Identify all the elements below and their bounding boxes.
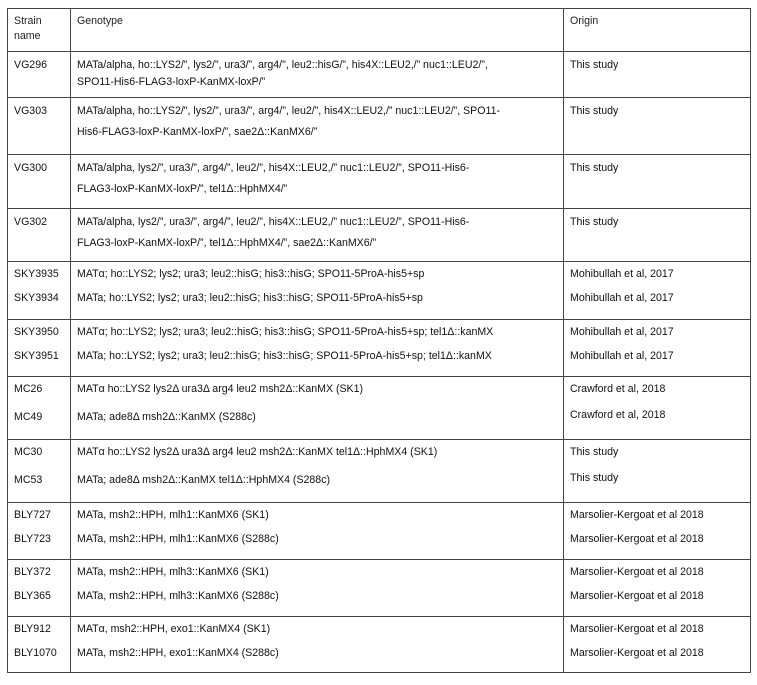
origin-cell: This study bbox=[564, 98, 751, 155]
genotype-cell: MATa/alpha, lys2/”, ura3/”, arg4/”, leu2/”, his4X::LEU2,/” nuc1::LEU2/”, SPO11-His6- FLAG3-loxP-KanMX-loxP/”, tel1Δ::HphMX4/” bbox=[71, 155, 564, 209]
origin-cell: Marsolier-Kergoat et al 2018 Marsolier-Kergoat et al 2018 bbox=[564, 617, 751, 673]
table-row bbox=[8, 209, 751, 262]
table-row bbox=[8, 155, 751, 209]
strain-cell: MC26 MC49 bbox=[8, 377, 71, 440]
genotype-cell: MATa, msh2::HPH, mlh1::KanMX6 (SK1) MATa, msh2::HPH, mlh1::KanMX6 (S288c) bbox=[71, 503, 564, 560]
header-row bbox=[8, 9, 751, 52]
table-row bbox=[8, 320, 751, 377]
genotype-cell: MATα, msh2::HPH, exo1::KanMX4 (SK1) MATa, msh2::HPH, exo1::KanMX4 (S288c) bbox=[71, 617, 564, 673]
origin-cell: Marsolier-Kergoat et al 2018 Marsolier-Kergoat et al 2018 bbox=[564, 560, 751, 617]
genotype-cell: MATα; ho::LYS2; lys2; ura3; leu2::hisG; his3::hisG; SPO11-5ProA-his5+sp MATa; ho::LYS2; lys2; ura3; leu2::hisG; his3::hisG; SPO11-5ProA-his5+sp bbox=[71, 262, 564, 320]
genotype-cell: MATa/alpha, lys2/”, ura3/”, arg4/”, leu2/”, his4X::LEU2,/” nuc1::LEU2/”, SPO11-His6- FLAG3-loxP-KanMX-loxP/”, tel1Δ::HphMX4/”, sae2Δ::KanMX6/” bbox=[71, 209, 564, 262]
strain-table bbox=[7, 8, 751, 673]
strain-cell: BLY727 BLY723 bbox=[8, 503, 71, 560]
strain-cell: VG303 bbox=[8, 98, 71, 155]
origin-cell: Mohibullah et al, 2017 Mohibullah et al, 2017 bbox=[564, 320, 751, 377]
genotype-cell: MATα ho::LYS2 lys2Δ ura3Δ arg4 leu2 msh2Δ::KanMX (SK1) MATa; ade8Δ msh2Δ::KanMX (S288c) bbox=[71, 377, 564, 440]
table-row bbox=[8, 262, 751, 320]
table-row bbox=[8, 98, 751, 155]
origin-cell: Mohibullah et al, 2017 Mohibullah et al, 2017 bbox=[564, 262, 751, 320]
origin-cell: This study bbox=[564, 155, 751, 209]
origin-cell: This study This study bbox=[564, 440, 751, 503]
strain-cell: VG300 bbox=[8, 155, 71, 209]
strain-cell: VG302 bbox=[8, 209, 71, 262]
strain-cell: SKY3950 SKY3951 bbox=[8, 320, 71, 377]
genotype-cell: MATα ho::LYS2 lys2Δ ura3Δ arg4 leu2 msh2Δ::KanMX tel1Δ::HphMX4 (SK1) MATa; ade8Δ msh2Δ::KanMX tel1Δ::HphMX4 (S288c) bbox=[71, 440, 564, 503]
genotype-cell: MATα; ho::LYS2; lys2; ura3; leu2::hisG; his3::hisG; SPO11-5ProA-his5+sp; tel1Δ::kanMX MATa; ho::LYS2; lys2; ura3; leu2::hisG; his3::hisG; SPO11-5ProA-his5+sp; tel1Δ::kanMX bbox=[71, 320, 564, 377]
strain-cell: VG296 bbox=[8, 52, 71, 98]
origin-cell: Crawford et al, 2018 Crawford et al, 2018 bbox=[564, 377, 751, 440]
strain-cell: SKY3935 SKY3934 bbox=[8, 262, 71, 320]
strain-cell: MC30 MC53 bbox=[8, 440, 71, 503]
strain-cell: BLY912 BLY1070 bbox=[8, 617, 71, 673]
table-row bbox=[8, 52, 751, 98]
genotype-cell: MATa/alpha, ho::LYS2/”, lys2/”, ura3/”, arg4/", leu2::hisG/”, his4X::LEU2,/” nuc1::LEU2/”, SPO11-His6-FLAG3-loxP-KanMX-loxP/” bbox=[71, 52, 564, 98]
origin-cell: This study bbox=[564, 209, 751, 262]
table-row bbox=[8, 503, 751, 560]
header-genotype: Genotype bbox=[71, 9, 564, 52]
origin-cell: This study bbox=[564, 52, 751, 98]
header-origin: Origin bbox=[564, 9, 751, 52]
genotype-cell: MATa/alpha, ho::LYS2/", lys2/”, ura3/”, arg4/”, leu2/”, his4X::LEU2,/” nuc1::LEU2/”, SPO11- His6-FLAG3-loxP-KanMX-loxP/”, sae2Δ::KanMX6/” bbox=[71, 98, 564, 155]
genotype-cell: MATa, msh2::HPH, mlh3::KanMX6 (SK1) MATa, msh2::HPH, mlh3::KanMX6 (S288c) bbox=[71, 560, 564, 617]
strain-cell: BLY372 BLY365 bbox=[8, 560, 71, 617]
origin-cell: Marsolier-Kergoat et al 2018 Marsolier-Kergoat et al 2018 bbox=[564, 503, 751, 560]
header-strain-name: Strain name bbox=[8, 9, 71, 52]
table-row bbox=[8, 617, 751, 673]
table-row bbox=[8, 440, 751, 503]
table-row bbox=[8, 560, 751, 617]
table-row bbox=[8, 377, 751, 440]
